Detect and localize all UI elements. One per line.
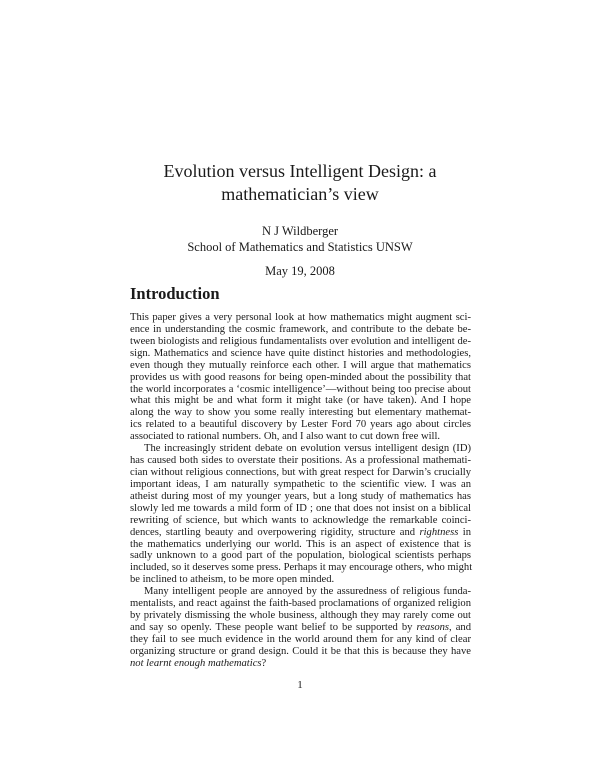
text-segment: ics related to a beautiful discovery by Lester Ford 70 years ago about circles xyxy=(130,419,471,431)
text-line xyxy=(130,634,471,646)
affiliation: School of Mathematics and Statistics UNSW xyxy=(187,240,413,254)
text-segment: cian without religious connections, but with great respect for Darwin’s crucially xyxy=(130,466,471,478)
text-segment: The increasingly strident debate on evolution versus intelligent design (ID) xyxy=(144,443,471,455)
title-line-2: mathematician’s view xyxy=(221,184,379,204)
text-segment: along the way to show you some really interesting but elementary mathemat- xyxy=(130,407,471,419)
title-line-1: Evolution versus Intelligent Design: a xyxy=(163,161,437,181)
text-segment: be inclined to atheism, to be more open minded. xyxy=(130,574,335,586)
text-segment: by privately dismissing the whole business, although they may rarely come out xyxy=(130,610,471,622)
text-segment: , and xyxy=(449,621,472,633)
text-line xyxy=(130,324,471,336)
text-line xyxy=(130,503,471,515)
text-line xyxy=(130,610,471,622)
emphasis-text: not learnt enough mathematics xyxy=(130,657,262,669)
text-segment: This paper gives a very personal look at how mathematics might augment sci- xyxy=(130,312,471,323)
text-line xyxy=(130,348,471,360)
text-line xyxy=(130,467,471,479)
section-heading: Introduction xyxy=(130,284,220,303)
text-segment: important ideas, I am naturally sympathetic to the scientific view. I was an xyxy=(130,478,471,490)
text-line xyxy=(130,479,471,491)
paragraph xyxy=(130,443,471,586)
text-line xyxy=(130,431,471,443)
text-line xyxy=(130,384,471,396)
text-line xyxy=(130,539,471,551)
text-line xyxy=(130,598,471,610)
text-line xyxy=(130,419,471,431)
text-line xyxy=(130,407,471,419)
text-segment: the mathematics underlying our world. This is an aspect of existence that is xyxy=(130,538,471,550)
text-segment: the world incorporates a ‘cosmic intelligence’—without being too precise about xyxy=(130,383,471,395)
text-segment: in xyxy=(458,526,471,538)
emphasis-text: rightness xyxy=(419,526,459,538)
text-segment: tween biologists and religious fundamentalists over evolution and intelligent de- xyxy=(130,335,471,347)
text-segment: rewriting of science, but which wants to acknowledge the remarkable coinci- xyxy=(130,514,471,526)
text-segment: sadly unknown to a good part of the population, biological scientists perhaps xyxy=(130,550,471,562)
text-segment: sign. Mathematics and science have quite distinct histories and methodologies, xyxy=(130,347,471,359)
text-segment: has caused both sides to overstate their positions. As a professional mathemati- xyxy=(130,455,471,467)
paragraph xyxy=(130,586,471,669)
text-line xyxy=(130,515,471,527)
emphasis-text: reasons xyxy=(416,621,450,633)
text-line xyxy=(130,562,471,574)
text-segment: ence in understanding the cosmic framework, and contribute to the debate be- xyxy=(130,323,471,335)
text-segment: organizing structure or grand design. Could it be that this is because they have xyxy=(130,645,471,657)
text-line xyxy=(130,646,471,658)
text-segment: ? xyxy=(261,657,267,669)
text-line xyxy=(130,491,471,503)
text-line xyxy=(130,360,471,372)
text-line xyxy=(130,336,471,348)
text-line xyxy=(130,372,471,384)
text-segment: mentalists, and react against the faith-based proclamations of organized religion xyxy=(130,598,471,610)
paragraph xyxy=(130,312,471,443)
text-segment: Many intelligent people are annoyed by the assuredness of religious funda- xyxy=(144,586,471,598)
text-segment: they fail to see much evidence in the world around them for any kind of clear xyxy=(130,633,471,645)
text-line xyxy=(130,455,471,467)
page-number: 1 xyxy=(297,679,303,691)
text-line xyxy=(130,622,471,634)
text-segment: what this might be and what form it might take (or have taken). And I hope xyxy=(130,395,471,407)
author: N J Wildberger xyxy=(261,224,339,238)
text-line xyxy=(130,312,471,324)
text-segment: included, so it deserves some press. Perhaps it may encourage others, who might xyxy=(130,562,473,574)
text-line xyxy=(130,395,471,407)
text-segment: provides us with good reasons for being open-minded about the possibility that xyxy=(130,371,471,383)
text-line xyxy=(130,527,471,539)
date: May 19, 2008 xyxy=(265,264,335,278)
body-text xyxy=(130,312,471,670)
text-segment: even though they mutually reinforce each other. I will argue that mathematics xyxy=(130,359,471,371)
text-segment: and say so openly. These people want belief to be supported by xyxy=(130,621,417,633)
text-segment: associated to rational numbers. Oh, and I also want to cut down free will. xyxy=(130,431,441,443)
text-segment: atheist during most of my younger years, but a long study of mathematics has xyxy=(130,490,471,502)
text-line xyxy=(130,550,471,562)
text-line xyxy=(130,658,471,670)
text-line xyxy=(130,574,471,586)
text-segment: dences, startling beauty and overpowering rigidity, structure and xyxy=(130,526,420,538)
text-segment: slowly led me towards a mild form of ID ; one that does not insist on a biblical xyxy=(130,502,471,514)
text-line xyxy=(130,443,471,455)
text-line xyxy=(130,586,471,598)
